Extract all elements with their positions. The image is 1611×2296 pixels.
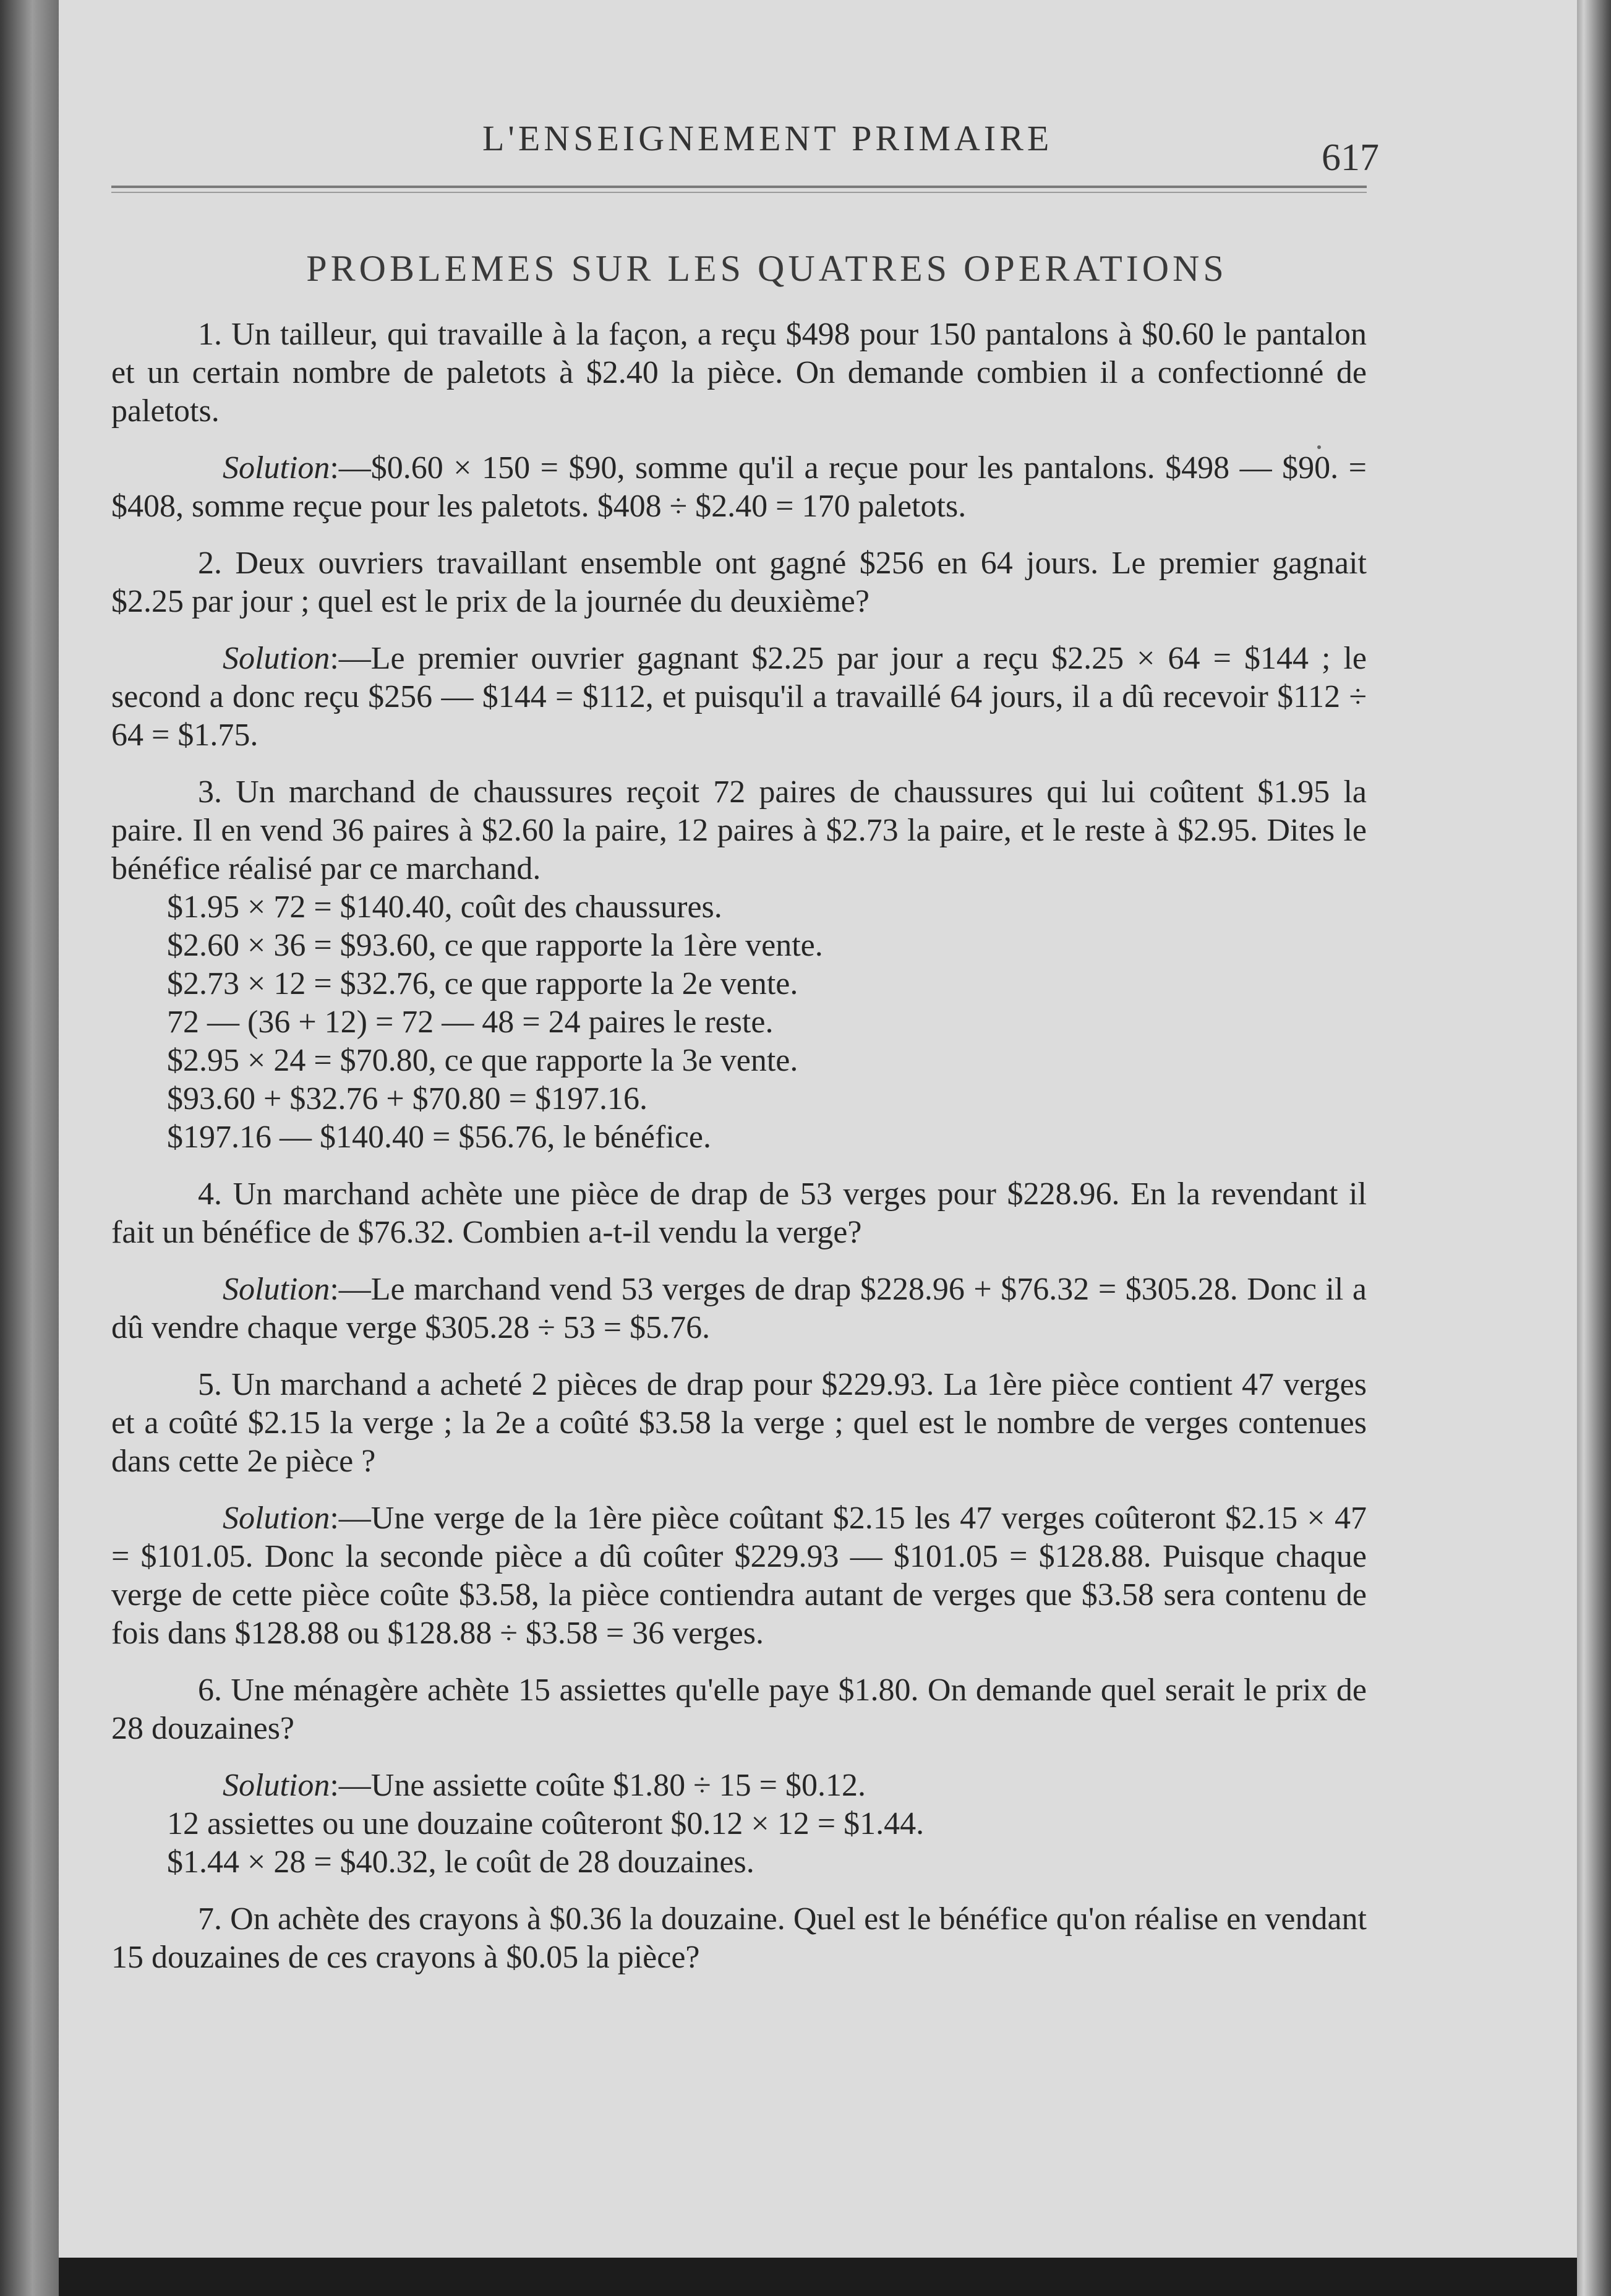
page-number: 617 bbox=[1322, 137, 1379, 179]
page-header bbox=[111, 105, 1379, 179]
calculation-line: 72 — (36 + 12) = 72 — 48 = 24 paires le reste. bbox=[167, 1004, 774, 1040]
page-edge bbox=[1577, 0, 1611, 2296]
calculation-line: $2.95 × 24 = $70.80, ce que rapporte la 3e vente. bbox=[167, 1043, 798, 1078]
solution-label: Solution bbox=[223, 450, 330, 486]
calculation-line: $93.60 + $32.76 + $70.80 = $197.16. bbox=[167, 1081, 647, 1116]
book-spine bbox=[0, 0, 59, 2296]
header-rule bbox=[111, 186, 1367, 193]
problem-2-statement: 2. Deux ouvriers travaillant ensemble ont gagné $256 en 64 jours. Le premier gagnait $2.25 par jour ; quel est le prix de la journée du deuxième? bbox=[111, 546, 1367, 619]
problems-list bbox=[111, 315, 1367, 1995]
problem-4-solution bbox=[111, 1270, 1367, 1347]
solution-text: :—Une verge de la 1ère pièce coûtant $2.15 les 47 verges coûteront $2.15 × 47 = $101.05. Donc la seconde pièce a dû coûter $229.93 — $101.05 = $128.88. Puisque chaque verge de cette pièce coûte $3.58, la pièce contiendra autant de verges que $3.58 sera contenu de fois dans $128.88 ou $128.88 ÷ $3.58 = 36 verges. bbox=[111, 1501, 1367, 1651]
solution-text: :—$0.60 × 150 = $90, somme qu'il a reçue pour les pantalons. $498 — $90. = $408, somme reçue pour les paletots. $408 ÷ $2.40 = 170 paletots. bbox=[111, 450, 1367, 524]
solution-label: Solution bbox=[223, 1501, 330, 1536]
calculation-line: 12 assiettes ou une douzaine coûteront $0.12 × 12 = $1.44. bbox=[167, 1806, 925, 1841]
solution-text: :—Le premier ouvrier gagnant $2.25 par jour a reçu $2.25 × 64 = $144 ; le second a donc reçu $256 — $144 = $112, et puisqu'il a travaillé 64 jours, il a dû recevoir $112 ÷ 64 = $1.75. bbox=[111, 641, 1367, 753]
calculation-line: $197.16 — $140.40 = $56.76, le bénéfice. bbox=[167, 1120, 711, 1155]
solution-label: Solution bbox=[223, 1768, 330, 1803]
calculation-line: $1.44 × 28 = $40.32, le coût de 28 douzaines. bbox=[167, 1844, 754, 1880]
solution-label: Solution bbox=[223, 1272, 330, 1307]
problem-1-statement: 1. Un tailleur, qui travaille à la façon, a reçu $498 pour 150 pantalons à $0.60 le pantalon et un certain nombre de paletots à $2.40 la pièce. On demande combien il a confectionné de paletots. bbox=[111, 317, 1367, 429]
problem-6-calculations bbox=[111, 1805, 1367, 1882]
problem-6-statement: 6. Une ménagère achète 15 assiettes qu'elle paye $1.80. On demande quel serait le prix de 28 douzaines? bbox=[111, 1673, 1367, 1746]
problem-3-statement: 3. Un marchand de chaussures reçoit 72 paires de chaussures qui lui coûtent $1.95 la paire. Il en vend 36 paires à $2.60 la paire, 12 paires à $2.73 la paire, et le reste à $2.95. Dites le bénéfice réalisé par ce marchand. bbox=[111, 774, 1367, 886]
problem-6-solution bbox=[111, 1767, 1367, 1805]
problem-2-solution bbox=[111, 640, 1367, 755]
section-title: PROBLEMES SUR LES QUATRES OPERATIONS bbox=[306, 248, 1228, 289]
calculation-line: $1.95 × 72 = $140.40, coût des chaussures. bbox=[167, 889, 722, 925]
running-title: L'ENSEIGNEMENT PRIMAIRE bbox=[482, 118, 1053, 158]
problem-7-statement: 7. On achète des crayons à $0.36 la douzaine. Quel est le bénéfice qu'on réalise en vendant 15 douzaines de ces crayons à $0.05 la pièce? bbox=[111, 1901, 1367, 1975]
solution-text: :—Le marchand vend 53 verges de drap $228.96 + $76.32 = $305.28. Donc il a dû vendre chaque verge $305.28 ÷ 53 = $5.76. bbox=[111, 1272, 1367, 1345]
calculation-line: $2.60 × 36 = $93.60, ce que rapporte la 1ère vente. bbox=[167, 928, 823, 963]
calculation-line: $2.73 × 12 = $32.76, ce que rapporte la 2e vente. bbox=[167, 966, 798, 1001]
problem-5-statement: 5. Un marchand a acheté 2 pièces de drap pour $229.93. La 1ère pièce contient 47 verges et a coûté $2.15 la verge ; la 2e a coûté $3.58 la verge ; quel est le nombre de verges contenues dans cette 2e pièce ? bbox=[111, 1367, 1367, 1479]
problem-4-statement: 4. Un marchand achète une pièce de drap de 53 verges pour $228.96. En la revendant il fait un bénéfice de $76.32. Combien a-t-il vendu la verge? bbox=[111, 1176, 1367, 1250]
problem-5-solution bbox=[111, 1499, 1367, 1653]
solution-label: Solution bbox=[223, 641, 330, 676]
problem-1-solution bbox=[111, 449, 1367, 526]
solution-text: :—Une assiette coûte $1.80 ÷ 15 = $0.12. bbox=[330, 1768, 866, 1803]
problem-3-calculations bbox=[111, 888, 1367, 1157]
